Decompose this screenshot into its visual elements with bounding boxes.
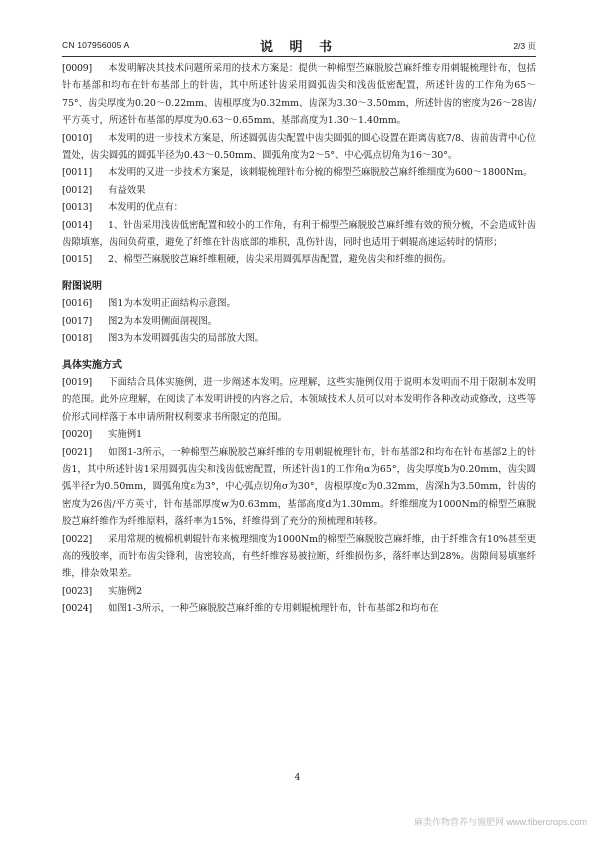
- paragraph-text: 如图1-3所示，一种苎麻脱胶芑麻纤维的专用刺辊梳理针布，针布基部2和均布在: [108, 603, 439, 615]
- paragraph: [62, 374, 536, 426]
- paragraph-number: [0019]: [62, 376, 92, 388]
- paragraph: [62, 199, 536, 216]
- document-title: 说 明 书: [259, 40, 339, 55]
- paragraph-number: [0024]: [62, 603, 92, 615]
- paragraph-number: [0021]: [62, 446, 92, 458]
- paragraph-number: [0016]: [62, 298, 92, 310]
- document-body: [62, 60, 536, 618]
- paragraph-number: [0017]: [62, 315, 92, 327]
- paragraph: [62, 426, 536, 443]
- section-heading-embodiment: 具体实施方式: [62, 359, 122, 371]
- paragraph-number: [0020]: [62, 429, 92, 441]
- paragraph-text: 有益效果: [108, 184, 146, 196]
- paragraph: [62, 583, 536, 600]
- paragraph-text: 采用常规的梳棉机刺辊针布来梳理细度为1000Nm的棉型苎麻脱胶芑麻纤维，由于纤维含有10%甚至更高的残胶率，而针布齿尖锋利，齿密较高，有些纤维容易被拉断，纤维损伤多，落纤率达到28%。齿隙间易填塞纤维，排杂效果差。: [62, 533, 536, 580]
- paragraph-text: 实施例2: [108, 585, 143, 597]
- paragraph-text: 2、棉型苎麻脱胶芑麻纤维粗硬，齿尖采用圆弧厚齿配置，避免齿尖和纤维的损伤。: [108, 254, 452, 266]
- paragraph-text: 本发明的又进一步技术方案是，该刺辊梳理针布分梳的棉型苎麻脱胶芑麻纤维细度为600～1800Nm。: [108, 167, 533, 179]
- paragraph: [62, 251, 536, 268]
- paragraph-number: [0013]: [62, 202, 92, 214]
- paragraph: [62, 330, 536, 347]
- paragraph-group-embodiment: [62, 374, 536, 618]
- paragraph-number: [0012]: [62, 184, 92, 196]
- paragraph-group-figures: [62, 295, 536, 347]
- paragraph: [62, 313, 536, 330]
- paragraph: [62, 217, 536, 252]
- paragraph-text: 本发明解决其技术问题所采用的技术方案是：提供一种棉型苎麻脱胶芑麻纤维专用刺辊梳理针布，包括针布基部和均布在针布基部上的针齿，其中所述针齿采用圆弧齿尖和浅齿低密配置，所述针齿的工作角为65～75°、齿尖厚度为0.20～0.22mm、齿根厚度为0.32mm、齿深为3.30～3.50mm，所述针齿的密度为26～28齿/平方英寸，所述针布基部的厚度为0.63～0.65mm、基部高度为1.30～1.40mm。: [62, 63, 536, 127]
- watermark-text: 麻类作物营养与施肥网 www.fibercrops.com: [413, 817, 587, 827]
- paragraph-text: 本发明的优点有：: [108, 202, 184, 214]
- paragraph-text: 如图1-3所示，一种棉型苎麻脱胶芑麻纤维的专用刺辊梳理针布，针布基部2和均布在针布基部2上的针齿1，其中所述针齿1采用圆弧齿尖和浅齿低密配置，所述针齿1的工作角α为65°，齿尖厚度b为0.20mm，齿尖圆弧半径r为0.50mm，圆弧角度ε为3°，中心弧点切角σ为30°，齿根厚度c为0.32mm，齿深h为3.50mm，针齿的密度为26齿/平方英寸，针布基部厚度w为0.63mm，基部高度d为1.30mm。纤维细度为1000Nm的棉型苎麻脱胶芑麻纤维作为纤维原料，落纤率为15%，纤维得到了充分的预梳理和转移。: [62, 446, 536, 528]
- section-heading-figures: 附图说明: [62, 280, 102, 292]
- paragraph-number: [0018]: [62, 333, 92, 345]
- paragraph: [62, 600, 536, 617]
- paragraph: [62, 164, 536, 181]
- paragraph-text: 1、针齿采用浅齿低密配置和较小的工作角，有利于棉型苎麻脱胶芑麻纤维有效的预分梳，不会造成针齿齿隙填塞，齿间负荷重，避免了纤维在针齿底部的堆积，乱伤针齿，同时也适用于刺辊高速运转时的情形；: [62, 219, 536, 249]
- paragraph-text: 下面结合具体实施例，进一步阐述本发明。应理解，这些实施例仅用于说明本发明而不用于限制本发明的范围。此外应理解，在阅读了本发明讲授的内容之后，本领域技术人员可以对本发明作各种改动或修改，这些等价形式同样落于本申请所附权利要求书所限定的范围。: [62, 376, 536, 423]
- page-number: 4: [294, 773, 301, 783]
- paragraph: [62, 444, 536, 531]
- paragraph-text: 图3为本发明圆弧齿尖的局部放大图。: [108, 333, 264, 345]
- paragraph-number: [0011]: [62, 167, 92, 179]
- paragraph-group-effects: [62, 182, 536, 269]
- paragraph-text: 图2为本发明侧面剖视图。: [108, 315, 218, 327]
- paragraph-text: 本发明的进一步技术方案是，所述圆弧齿尖配置中齿尖圆弧的圆心设置在距离齿底7/8、齿前齿背中心位置处，齿尖圆弧的圆弧半径为0.43～0.50mm、圆弧角度为2～5°、中心弧点切角为16～30°。: [62, 132, 536, 162]
- paragraph: [62, 130, 536, 165]
- paragraph: [62, 531, 536, 583]
- paragraph-number: [0015]: [62, 254, 92, 266]
- paragraph: [62, 60, 536, 130]
- page-header: [62, 36, 536, 54]
- paragraph-number: [0023]: [62, 585, 92, 597]
- paragraph-number: [0014]: [62, 219, 92, 231]
- paragraph: [62, 295, 536, 312]
- page-indicator: 2/3 页: [513, 41, 536, 51]
- paragraph-text: 图1为本发明正面结构示意图。: [108, 298, 236, 310]
- header-rule: [62, 56, 536, 57]
- paragraph-text: 实施例1: [108, 429, 143, 441]
- paragraph-group-summary: [62, 60, 536, 182]
- paragraph: [62, 182, 536, 199]
- paragraph-number: [0022]: [62, 533, 92, 545]
- document-id: CN 107956005 A: [62, 40, 130, 50]
- paragraph-number: [0009]: [62, 63, 92, 74]
- paragraph-number: [0010]: [62, 132, 92, 144]
